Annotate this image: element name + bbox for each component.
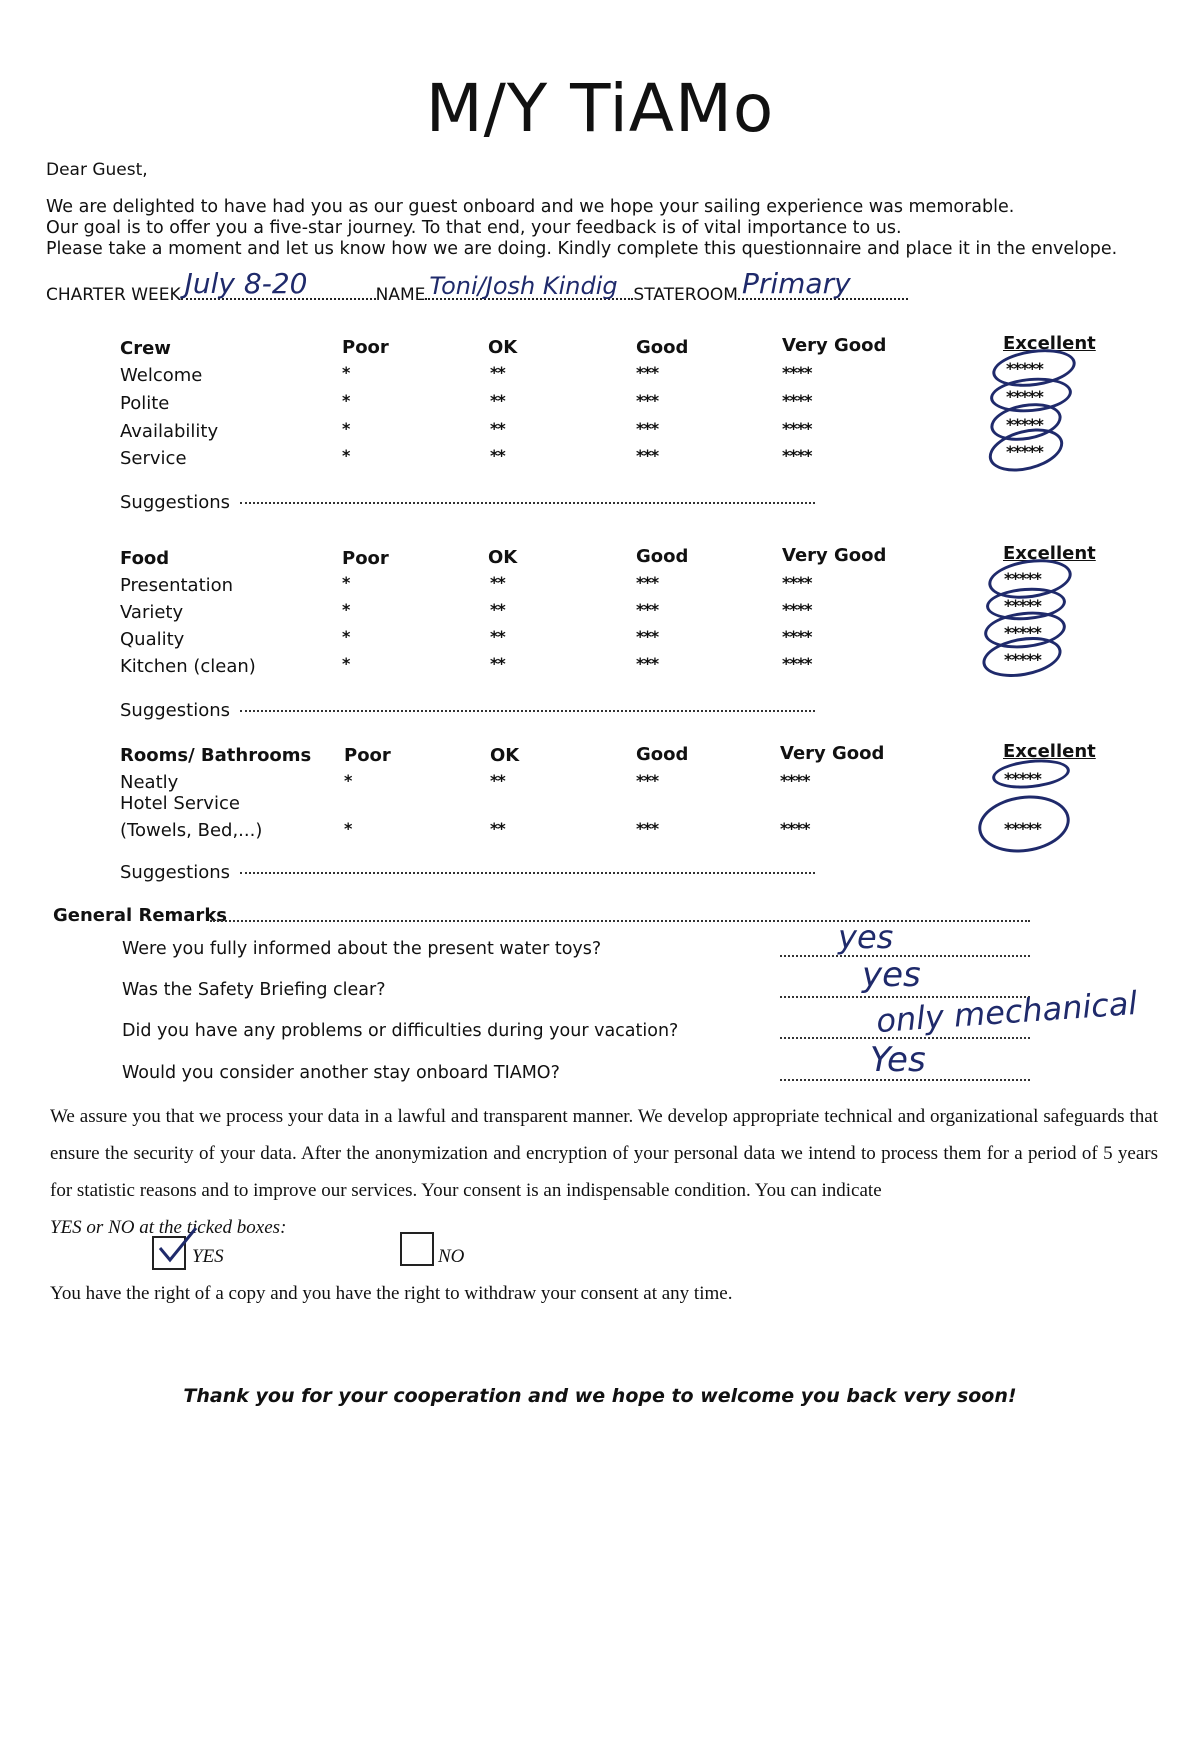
rating-ok[interactable]: ** xyxy=(490,363,505,382)
rating-poor[interactable]: * xyxy=(342,419,350,438)
rating-good[interactable]: *** xyxy=(636,600,659,619)
charter-week-label: CHARTER WEEK xyxy=(46,285,181,305)
col-poor: Poor xyxy=(342,548,389,569)
suggestions-line[interactable] xyxy=(240,872,815,874)
rating-very-good[interactable]: **** xyxy=(782,363,812,382)
rating-poor[interactable]: * xyxy=(342,654,350,673)
consent-no-label: NO xyxy=(438,1246,465,1267)
rating-excellent[interactable]: ***** xyxy=(1004,769,1041,788)
col-ok: OK xyxy=(488,337,518,358)
row-label: (Towels, Bed,...) xyxy=(120,820,263,841)
rating-ok[interactable]: ** xyxy=(490,819,505,838)
rating-very-good[interactable]: **** xyxy=(782,446,812,465)
col-excellent: Excellent xyxy=(1003,333,1096,354)
stateroom-label: STATEROOM xyxy=(633,285,738,305)
rating-excellent[interactable]: ***** xyxy=(1004,819,1041,838)
answer-another-stay: Yes xyxy=(870,1040,926,1080)
rating-ok[interactable]: ** xyxy=(490,627,505,646)
consent-yes-label: YES xyxy=(192,1246,224,1267)
rating-very-good[interactable]: **** xyxy=(780,771,810,790)
rating-very-good[interactable]: **** xyxy=(782,654,812,673)
rating-very-good[interactable]: **** xyxy=(782,600,812,619)
legal-paragraph: We assure you that we process your data in a lawful and transparent manner. We develop appropriate technical and organizational safeguards that ensure the security of your data. After the anonymization and encryption of your personal data we intend to process them for a period of 5 years for statistic reasons and to improve our services. Your consent is an indispensable condition. You can indicate xyxy=(50,1106,1158,1201)
section-heading-rooms: Rooms/ Bathrooms xyxy=(120,745,312,766)
intro-line: We are delighted to have had you as our guest onboard and we hope your sailing experience was memorable. xyxy=(46,197,1015,217)
rating-good[interactable]: *** xyxy=(636,363,659,382)
name-field[interactable] xyxy=(425,272,633,300)
rating-poor[interactable]: * xyxy=(342,600,350,619)
col-excellent: Excellent xyxy=(1003,543,1096,564)
stateroom-field[interactable] xyxy=(738,267,908,300)
question-safety-briefing: Was the Safety Briefing clear? xyxy=(122,980,386,1000)
name-value: Toni/Josh Kindig xyxy=(429,272,618,300)
col-good: Good xyxy=(636,546,689,567)
question-water-toys: Were you fully informed about the present water toys? xyxy=(122,939,602,959)
col-very-good: Very Good xyxy=(782,545,887,566)
question-another-stay: Would you consider another stay onboard TIAMO? xyxy=(122,1063,560,1083)
stateroom-value: Primary xyxy=(741,267,851,300)
rating-poor[interactable]: * xyxy=(344,819,352,838)
withdraw-text: You have the right of a copy and you have the right to withdraw your consent at any time. xyxy=(50,1283,733,1304)
intro-text xyxy=(46,197,1146,260)
rating-poor[interactable]: * xyxy=(342,391,350,410)
rating-ok[interactable]: ** xyxy=(490,391,505,410)
crew-rating-grid xyxy=(340,359,1100,473)
rating-ok[interactable]: ** xyxy=(490,600,505,619)
rating-good[interactable]: *** xyxy=(636,446,659,465)
answer-problems: only mechanical xyxy=(874,983,1139,1041)
rating-good[interactable]: *** xyxy=(636,391,659,410)
intro-line: Please take a moment and let us know how we are doing. Kindly complete this questionnaire and place it in the envelope. xyxy=(46,239,1118,259)
suggestions-label: Suggestions xyxy=(120,862,230,883)
col-ok: OK xyxy=(490,745,520,766)
suggestions-label: Suggestions xyxy=(120,492,230,513)
rating-ok[interactable]: ** xyxy=(490,446,505,465)
rating-very-good[interactable]: **** xyxy=(782,627,812,646)
row-label: Kitchen (clean) xyxy=(120,656,256,677)
rating-very-good[interactable]: **** xyxy=(782,419,812,438)
row-label: Quality xyxy=(120,629,185,650)
header-fields xyxy=(46,267,908,305)
rating-ok[interactable]: ** xyxy=(490,654,505,673)
rating-very-good[interactable]: **** xyxy=(782,573,812,592)
rating-poor[interactable]: * xyxy=(344,771,352,790)
col-poor: Poor xyxy=(342,337,389,358)
rating-excellent[interactable]: ***** xyxy=(1004,596,1041,615)
row-label: Polite xyxy=(120,393,170,414)
name-label: NAME xyxy=(375,285,426,305)
suggestions-label: Suggestions xyxy=(120,700,230,721)
rating-ok[interactable]: ** xyxy=(490,771,505,790)
rating-ok[interactable]: ** xyxy=(490,419,505,438)
row-label: Variety xyxy=(120,602,184,623)
rating-poor[interactable]: * xyxy=(342,446,350,465)
answer-safety-briefing: yes xyxy=(862,955,921,995)
general-remarks-line[interactable] xyxy=(210,920,1030,922)
rating-good[interactable]: *** xyxy=(636,419,659,438)
rating-very-good[interactable]: **** xyxy=(780,819,810,838)
suggestions-line[interactable] xyxy=(240,710,815,712)
col-good: Good xyxy=(636,337,689,358)
row-label: Neatly xyxy=(120,772,179,793)
rating-excellent[interactable]: ***** xyxy=(1006,387,1043,406)
col-good: Good xyxy=(636,744,689,765)
rating-good[interactable]: *** xyxy=(636,654,659,673)
col-very-good: Very Good xyxy=(782,335,887,356)
rating-excellent[interactable]: ***** xyxy=(1004,569,1041,588)
rating-poor[interactable]: * xyxy=(342,573,350,592)
row-label: Hotel Service xyxy=(120,793,240,814)
question-problems: Did you have any problems or difficulties during your vacation? xyxy=(122,1021,679,1041)
section-heading-food: Food xyxy=(120,548,170,569)
suggestions-line[interactable] xyxy=(240,502,815,504)
greeting: Dear Guest, xyxy=(46,160,148,180)
rating-excellent[interactable]: ***** xyxy=(1006,359,1043,378)
rating-excellent[interactable]: ***** xyxy=(1006,442,1043,461)
rating-good[interactable]: *** xyxy=(636,771,659,790)
suggestions-rooms[interactable] xyxy=(120,862,815,883)
row-label: Service xyxy=(120,448,187,469)
charter-week-value: July 8-20 xyxy=(184,267,308,300)
thanks-message: Thank you for your cooperation and we hope to welcome you back very soon! xyxy=(183,1385,1017,1407)
form-title: M/Y TiAMo xyxy=(425,70,775,147)
rating-ok[interactable]: ** xyxy=(490,573,505,592)
row-label: Availability xyxy=(120,421,219,442)
rating-excellent[interactable]: ***** xyxy=(1004,650,1041,669)
rating-excellent[interactable]: ***** xyxy=(1006,415,1043,434)
general-remarks-heading: General Remarks xyxy=(53,905,227,926)
intro-line: Our goal is to offer you a five-star journey. To that end, your feedback is of vital importance to us. xyxy=(46,218,902,238)
consent-no-checkbox[interactable] xyxy=(400,1232,434,1266)
rating-good[interactable]: *** xyxy=(636,627,659,646)
col-very-good: Very Good xyxy=(780,743,885,764)
rating-excellent[interactable]: ***** xyxy=(1004,623,1041,642)
rating-good[interactable]: *** xyxy=(636,819,659,838)
col-poor: Poor xyxy=(344,745,391,766)
legal-yes-no: YES or NO at the ticked boxes: xyxy=(50,1217,287,1238)
rating-good[interactable]: *** xyxy=(636,573,659,592)
consent-yes-checkbox[interactable] xyxy=(152,1236,186,1270)
section-heading-crew: Crew xyxy=(120,338,171,359)
col-excellent: Excellent xyxy=(1003,741,1096,762)
rating-very-good[interactable]: **** xyxy=(782,391,812,410)
col-ok: OK xyxy=(488,547,518,568)
rating-poor[interactable]: * xyxy=(342,363,350,382)
charter-week-field[interactable] xyxy=(181,267,376,300)
row-label: Welcome xyxy=(120,365,203,386)
answer-water-toys: yes xyxy=(838,918,894,956)
suggestions-crew[interactable] xyxy=(120,492,815,513)
suggestions-food[interactable] xyxy=(120,700,815,721)
legal-text xyxy=(50,1098,1158,1246)
rating-poor[interactable]: * xyxy=(342,627,350,646)
row-label: Presentation xyxy=(120,575,234,596)
